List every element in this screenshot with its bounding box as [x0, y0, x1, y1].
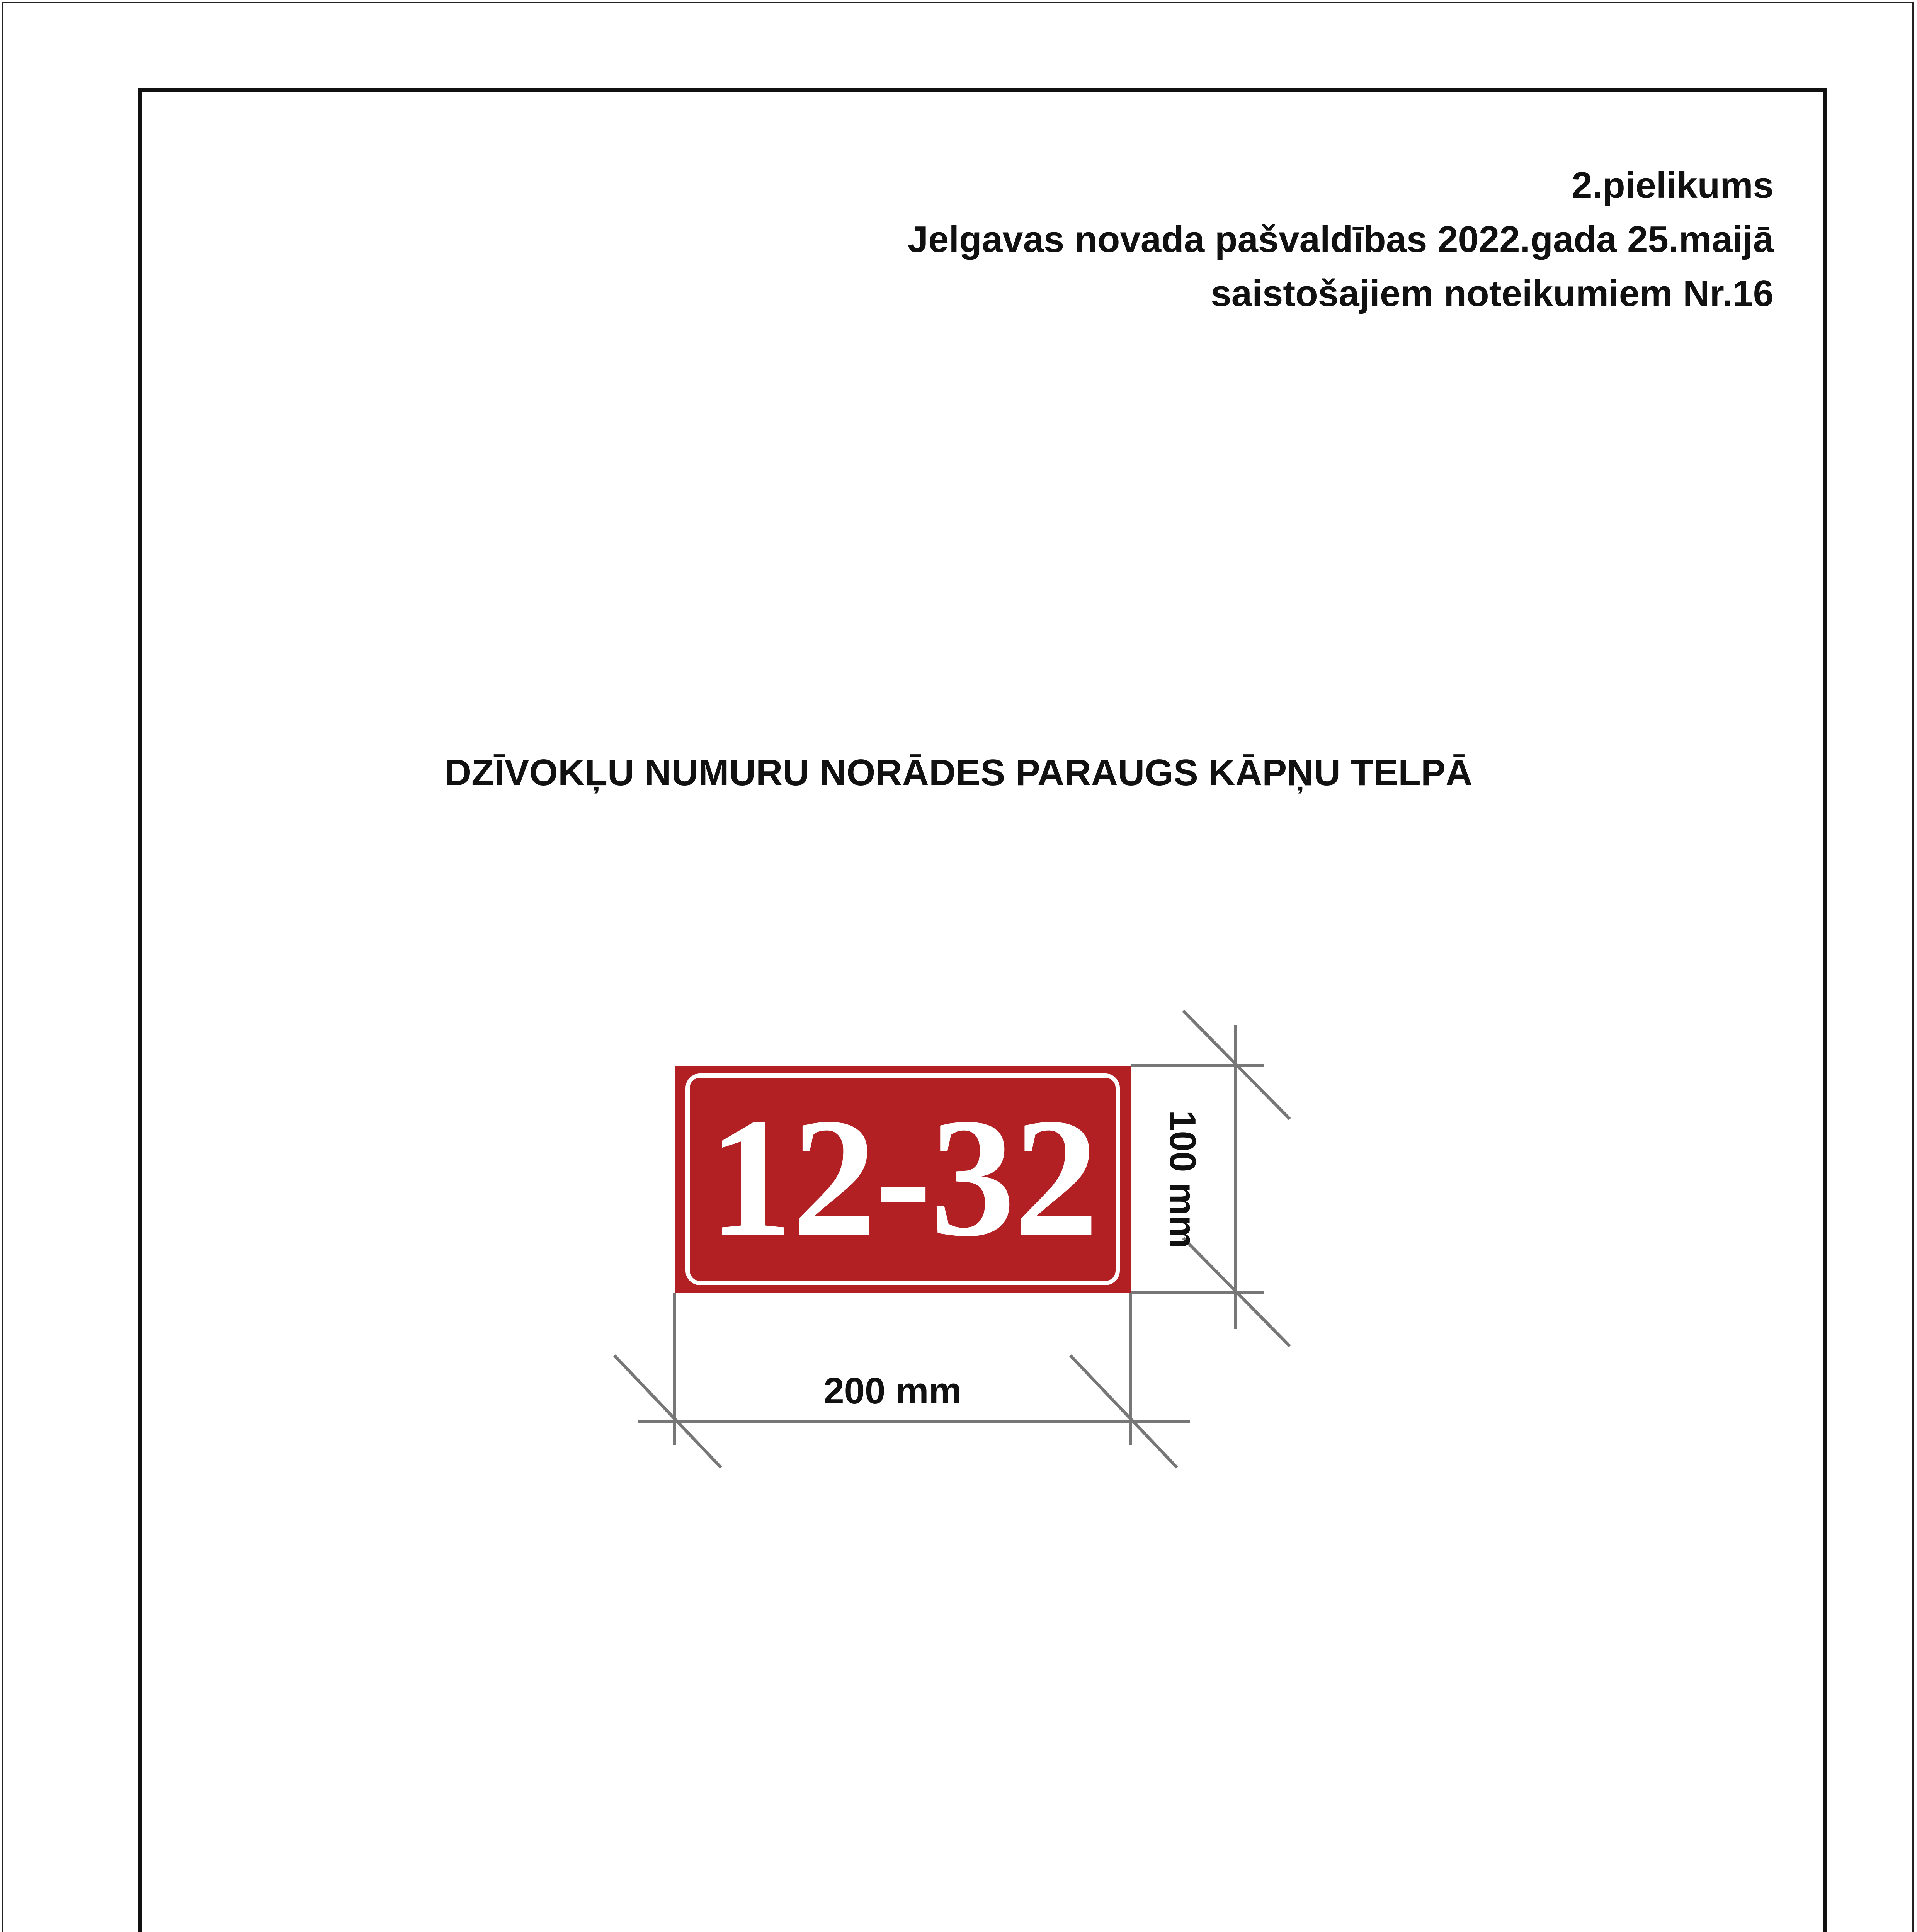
width-tick-right — [1070, 1355, 1177, 1468]
sign-number-text: 12-32 — [708, 1083, 1097, 1272]
width-tick-left — [614, 1355, 721, 1468]
header-annex-number: 2.pielikums — [1572, 165, 1774, 206]
height-dimension-label: 100 mm — [1162, 1110, 1203, 1248]
header-regulation-number: saistošajiem noteikumiem Nr.16 — [1211, 273, 1774, 314]
width-dimension-label: 200 mm — [823, 1370, 962, 1412]
apartment-number-sign — [675, 1066, 1131, 1293]
header-regulation-line: Jelgavas novada pašvaldības 2022.gada 25.maijā — [907, 219, 1774, 260]
document-title: DZĪVOKĻU NUMURU NORĀDES PARAUGS KĀPŅU TELPĀ — [444, 752, 1473, 793]
sign-drawing — [603, 1001, 1298, 1484]
document-header — [692, 158, 1774, 321]
